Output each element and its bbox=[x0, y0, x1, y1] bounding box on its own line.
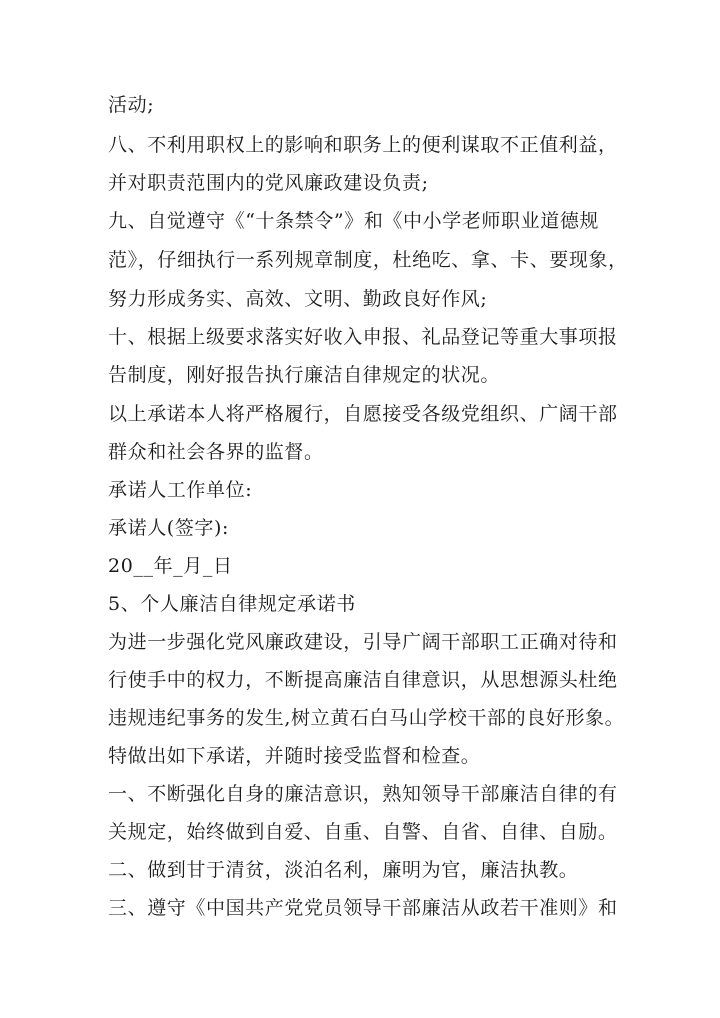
text-line: 九、自觉遵守《“十条禁令”》和《中小学老师职业道德规 bbox=[108, 210, 600, 232]
date-line: 20__年_月_日 bbox=[108, 555, 233, 577]
text-line: 活动; bbox=[108, 94, 155, 116]
text-line: 告制度，刚好报告执行廉洁自律规定的状况。 bbox=[108, 364, 501, 386]
text-line: 一、不断强化自身的廉洁意识，熟知领导干部廉洁自律的有 bbox=[108, 783, 618, 805]
text-line: 承诺人工作单位: bbox=[108, 479, 253, 501]
text-line: 范》，仔细执行一系列规章制度，杜绝吃、拿、卡、要现象， bbox=[108, 249, 628, 271]
text-line: 二、做到甘于清贫，淡泊名利，廉明为官，廉洁执教。 bbox=[108, 859, 579, 881]
text-line: 以上承诺本人将严格履行，自愿接受各级党组织、广阔干部 bbox=[108, 403, 618, 425]
text-line: 群众和社会各界的监督。 bbox=[108, 441, 324, 463]
text-line: 并对职责范围内的党风廉政建设负责; bbox=[108, 172, 429, 194]
text-line: 为进一步强化党风廉政建设，引导广阔干部职工正确对待和 bbox=[108, 631, 618, 653]
text-line: 关规定，始终做到自爱、自重、自警、自省、自律、自励。 bbox=[108, 821, 618, 843]
text-line: 努力形成务实、高效、文明、勤政良好作风; bbox=[108, 288, 488, 310]
text-line: 承诺人(签字): bbox=[108, 517, 230, 539]
section-heading: 5、个人廉洁自律规定承诺书 bbox=[108, 593, 356, 615]
text-line: 特做出如下承诺，并随时接受监督和检查。 bbox=[108, 745, 481, 767]
text-line: 违规违纪事务的发生,树立黄石白马山学校干部的良好形象。 bbox=[108, 707, 625, 729]
text-line: 三、遵守《中国共产党党员领导干部廉洁从政若干准则》和 bbox=[108, 897, 618, 919]
text-line: 行使手中的权力，不断提高廉洁自律意识，从思想源头杜绝 bbox=[108, 669, 618, 691]
text-line: 十、根据上级要求落实好收入申报、礼品登记等重大事项报 bbox=[108, 326, 618, 348]
text-line: 八、不利用职权上的影响和职务上的便利谋取不正值利益， bbox=[108, 134, 618, 156]
